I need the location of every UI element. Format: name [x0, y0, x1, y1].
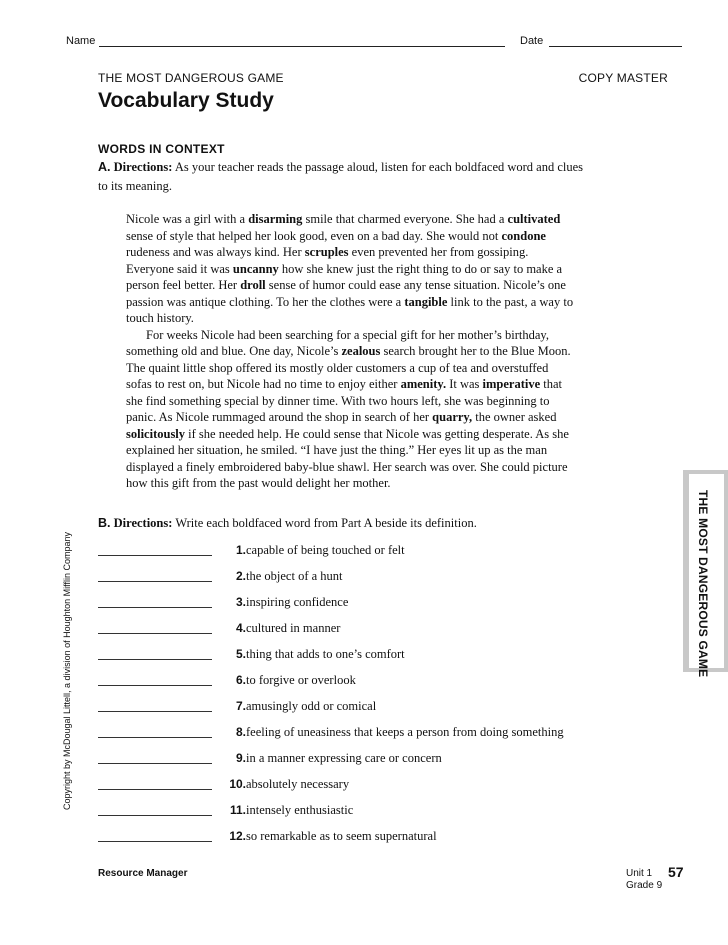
definition-number: 9. [235, 751, 246, 765]
vocabulary-word: amenity. [400, 377, 447, 391]
definition-number: 8. [235, 725, 246, 739]
name-line [99, 46, 505, 47]
definition-row [98, 725, 598, 741]
definition-row [98, 647, 598, 663]
definition-text: thing that adds to one’s comfort [246, 647, 405, 661]
footer-grade: Grade 9 [626, 880, 663, 891]
passage-text: sense of humor could ease any tense situation. Nicole’s one passion was antique clothing. To her the clothes were a [126, 278, 566, 309]
passage-text: the owner asked [472, 410, 557, 424]
answer-blank[interactable] [98, 763, 212, 764]
answer-blank[interactable] [98, 659, 212, 660]
part-a-label: Directions: [113, 160, 173, 174]
definition-row [98, 751, 598, 767]
definition-text: cultured in manner [246, 621, 341, 635]
story-kicker: THE MOST DANGEROUS GAME [98, 71, 284, 85]
passage-paragraph-1 [126, 211, 576, 327]
part-b-label: Directions: [113, 516, 173, 530]
definition-row [98, 673, 598, 689]
vocabulary-word: uncanny [232, 261, 279, 276]
definition-number: 6. [235, 673, 246, 687]
date-line [549, 46, 682, 47]
vocabulary-word: tangible [404, 294, 448, 309]
footer-unit-grade [626, 868, 662, 892]
definition-row [98, 569, 598, 585]
answer-blank[interactable] [98, 555, 212, 556]
name-label: Name [66, 35, 96, 47]
passage-text: For weeks Nicole had been searching for a special gift for her mother’s birthday, something old and blue. One day, Nicole’s [126, 327, 549, 358]
answer-blank[interactable] [98, 711, 212, 712]
passage-text: if she needed help. He could sense that Nicole was getting desperate. As she explained her situation, he smiled. “I have just the thing.” Her eyes lit up as the man displayed a finely embroidered baby-blue shawl. Her search was over. She could picture how this gift from the past would delight her mother. [126, 426, 569, 490]
passage-text: smile that charmed everyone. She had a [302, 212, 508, 226]
definition-row [98, 543, 598, 559]
definition-text: absolutely necessary [246, 777, 350, 791]
definition-number: 1. [235, 543, 246, 557]
passage-text: that she find something special by dinner time. With two hours left, she was beginning to panic. As Nicole rummaged around the shop in search of her [126, 377, 563, 424]
vocabulary-word: disarming [248, 212, 303, 226]
passage-text: sense of style that helped her look good, even on a bad day. She would not [126, 228, 502, 243]
part-a-letter: A. [98, 160, 111, 174]
side-tab-label: THE MOST DANGEROUS GAME [696, 490, 710, 678]
page-title: Vocabulary Study [98, 89, 274, 112]
definition-row [98, 595, 598, 611]
page-number: 57 [668, 864, 684, 880]
part-a-text: As your teacher reads the passage aloud, listen for each boldfaced word and clues to its meaning. [98, 160, 584, 193]
definition-row [98, 621, 598, 637]
answer-blank[interactable] [98, 841, 212, 842]
definition-row [98, 699, 598, 715]
footer-resource-manager: Resource Manager [98, 868, 188, 879]
passage-text: It was [446, 377, 483, 391]
definition-text: intensely enthusiastic [246, 803, 354, 817]
passage-text: link to the past, a way to touch history. [126, 294, 574, 325]
definition-text: so remarkable as to seem supernatural [246, 829, 437, 843]
definition-number: 10. [229, 777, 246, 791]
answer-blank[interactable] [98, 789, 212, 790]
definition-number: 12. [229, 829, 246, 843]
date-label: Date [520, 35, 544, 47]
passage-text: how she knew just the right thing to do or say to make a person feel better. Her [126, 261, 563, 292]
vocabulary-word: condone [501, 228, 546, 243]
vocabulary-word: imperative [482, 377, 541, 391]
section-heading: WORDS IN CONTEXT [98, 142, 225, 156]
vocabulary-word: cultivated [507, 212, 561, 226]
part-b-directions [98, 516, 477, 531]
definition-text: capable of being touched or felt [246, 543, 405, 557]
definition-row [98, 829, 598, 845]
definition-text: in a manner expressing care or concern [246, 751, 442, 765]
vocabulary-word: zealous [341, 344, 381, 358]
name-date-header [66, 35, 682, 49]
footer-unit: Unit 1 [626, 868, 653, 879]
answer-blank[interactable] [98, 815, 212, 816]
answer-blank[interactable] [98, 737, 212, 738]
side-tab [683, 470, 728, 678]
copyright-notice: Copyright by McDougal Littell, a division of Houghton Mifflin Company [62, 532, 72, 810]
reading-passage [126, 211, 576, 492]
part-b-letter: B. [98, 516, 111, 530]
vocabulary-word: droll [240, 278, 266, 292]
vocabulary-word: scruples [304, 245, 349, 259]
passage-text: rudeness and was always kind. Her [126, 245, 305, 259]
definition-row [98, 777, 598, 793]
definition-number: 4. [235, 621, 246, 635]
definition-row [98, 803, 598, 819]
definition-text: inspiring confidence [246, 595, 349, 609]
answer-blank[interactable] [98, 685, 212, 686]
definition-number: 3. [235, 595, 246, 609]
part-b-text: Write each boldfaced word from Part A beside its definition. [175, 516, 477, 530]
answer-blank[interactable] [98, 633, 212, 634]
vocabulary-word: quarry, [432, 410, 473, 424]
definition-text: the object of a hunt [246, 569, 343, 583]
definition-text: feeling of uneasiness that keeps a person from doing something [246, 725, 564, 739]
answer-blank[interactable] [98, 581, 212, 582]
definition-number: 7. [235, 699, 246, 713]
definition-number: 11. [229, 803, 246, 817]
definition-text: to forgive or overlook [246, 673, 356, 687]
copy-master-label: COPY MASTER [578, 71, 668, 85]
passage-text: even prevented her from gossiping. Everyone said it was [126, 245, 529, 276]
passage-paragraph-2 [126, 327, 576, 492]
part-a-directions [98, 158, 588, 196]
passage-text: search brought her to the Blue Moon. The quaint little shop offered its mostly older customers a cup of tea and overstuffed sofas to rest on, but Nicole had no time to enjoy either [126, 344, 571, 391]
answer-blank[interactable] [98, 607, 212, 608]
definition-number: 2. [235, 569, 246, 583]
vocabulary-word: solicitously [126, 426, 186, 441]
definition-text: amusingly odd or comical [246, 699, 377, 713]
definition-number: 5. [235, 647, 246, 661]
passage-text: Nicole was a girl with a [126, 212, 249, 226]
